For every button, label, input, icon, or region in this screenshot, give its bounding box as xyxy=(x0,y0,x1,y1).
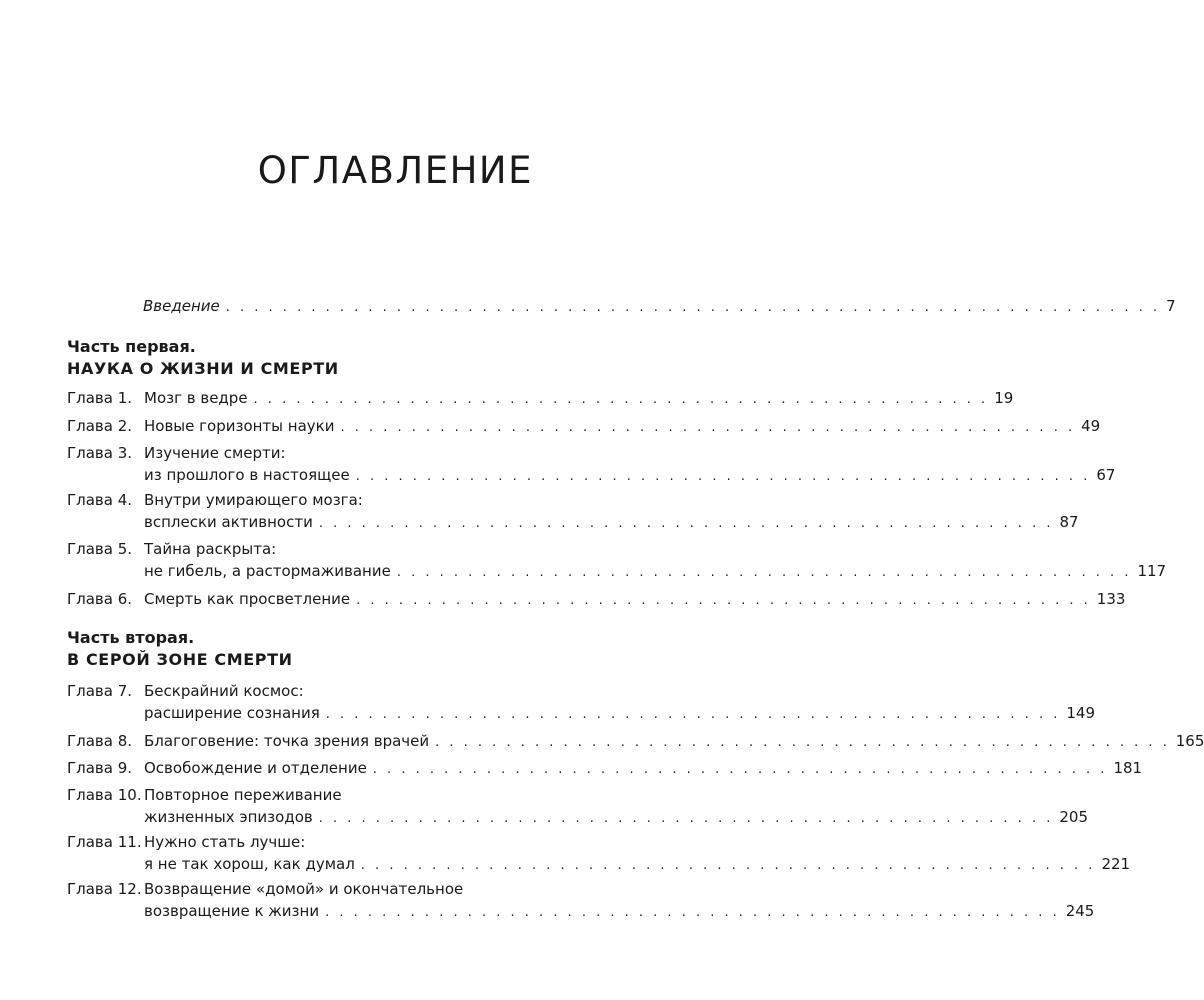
chapter-number: Глава 10. xyxy=(67,786,142,804)
chapter-page-number: 67 xyxy=(1096,466,1116,484)
dot-leader: . . . . . . . . . . . . . . . . . . . . . . . . . . . . . . . . . . . . . . . . . . . . . . . . . . . . xyxy=(325,707,1061,722)
toc-entry-chapter-8[interactable] xyxy=(67,730,1204,754)
dot-leader: . . . . . . . . . . . . . . . . . . . . . . . . . . . . . . . . . . . . . . . . . . . . . . . . . . . . xyxy=(372,762,1108,777)
chapter-number: Глава 6. xyxy=(67,590,133,608)
dot-leader: . . . . . . . . . . . . . . . . . . . . . . . . . . . . . . . . . . . . . . . . . . . . . . . . . . . . xyxy=(356,593,1091,608)
dot-leader: . . . . . . . . . . . . . . . . . . . . . . . . . . . . . . . . . . . . . . . . . . . . . . . . . . . . xyxy=(435,735,1170,750)
chapter-title: Освобождение и отделение xyxy=(144,759,367,777)
chapter-number: Глава 4. xyxy=(67,491,133,509)
dot-leader: . . . . . . . . . . . . . . . . . . . . . . . . . . . . . . . . . . . . . . . . . . . . . . . . . . . . xyxy=(355,469,1091,484)
chapter-number: Глава 8. xyxy=(67,732,133,750)
chapter-title: Смерть как просветление xyxy=(144,590,351,608)
chapter-page-number: 117 xyxy=(1137,562,1167,580)
toc-entry-chapter-7[interactable] xyxy=(67,680,1095,726)
dot-leader: . . . . . . . . . . . . . . . . . . . . . . . . . . . . . . . . . . . . . . . . . . . . . . . . . . . . xyxy=(325,905,1060,920)
intro-label: Введение xyxy=(143,297,220,315)
chapter-page-number: 19 xyxy=(994,389,1014,407)
chapter-page-number: 205 xyxy=(1059,808,1088,826)
chapter-number: Глава 1. xyxy=(67,389,133,407)
chapter-number: Глава 3. xyxy=(67,444,133,462)
part-label: Часть вторая. xyxy=(67,628,195,647)
chapter-title-line: Бескрайний космос: xyxy=(144,682,304,700)
part-label: Часть первая. xyxy=(67,337,196,356)
chapter-number: Глава 11. xyxy=(67,833,142,851)
chapter-title-line: Тайна раскрыта: xyxy=(144,540,277,558)
toc-entry-chapter-4[interactable] xyxy=(67,489,1079,535)
chapter-title: Благоговение: точка зрения врачей xyxy=(144,732,430,750)
chapter-page-number: 133 xyxy=(1096,590,1126,608)
toc-entry-chapter-11[interactable] xyxy=(67,831,1131,877)
toc-entry-chapter-10[interactable] xyxy=(67,784,1088,830)
toc-title: ОГЛАВЛЕНИЕ xyxy=(257,149,533,192)
part-heading-1 xyxy=(67,336,537,380)
intro-page-number: 7 xyxy=(1166,297,1176,315)
toc-entry-chapter-1[interactable] xyxy=(67,387,1014,411)
dot-leader: . . . . . . . . . . . . . . . . . . . . . . . . . . . . . . . . . . . . . . . . . . . . . . . . . . . . xyxy=(318,811,1054,826)
chapter-page-number: 221 xyxy=(1101,855,1131,873)
chapter-title-line: Нужно стать лучше: xyxy=(144,833,306,851)
chapter-title-line: жизненных эпизодов xyxy=(144,808,313,826)
chapter-title: Новые горизонты науки xyxy=(144,417,335,435)
chapter-page-number: 181 xyxy=(1113,759,1143,777)
chapter-number: Глава 9. xyxy=(67,759,133,777)
chapter-title-line: из прошлого в настоящее xyxy=(144,466,350,484)
chapter-title-line: расширение сознания xyxy=(144,704,320,722)
part-title: В СЕРОЙ ЗОНЕ СМЕРТИ xyxy=(67,650,293,669)
toc-entry-chapter-5[interactable] xyxy=(67,538,1167,584)
chapter-title-line: Повторное переживание xyxy=(144,786,342,804)
toc-entry-intro[interactable] xyxy=(143,297,1176,315)
chapter-number: Глава 12. xyxy=(67,880,142,898)
dot-leader: . . . . . . . . . . . . . . . . . . . . . . . . . . . . . . . . . . . . . . . . . . . . . . . . . . . . xyxy=(360,858,1096,873)
chapter-title-line: возвращение к жизни xyxy=(144,902,320,920)
dot-leader: . . . . . . . . . . . . . . . . . . . . . . . . . . . . . . . . . . . . . . . . . . . . . . . . . . . . xyxy=(318,516,1054,531)
chapter-title-line: я не так хорош, как думал xyxy=(144,855,355,873)
chapter-page-number: 149 xyxy=(1066,704,1095,722)
chapter-page-number: 87 xyxy=(1059,513,1079,531)
chapter-title-line: всплески активности xyxy=(144,513,313,531)
chapter-title-line: не гибель, а растормаживание xyxy=(144,562,391,580)
chapter-title-line: Изучение смерти: xyxy=(144,444,286,462)
chapter-number: Глава 5. xyxy=(67,540,133,558)
dot-leader: . . . . . . . . . . . . . . . . . . . . . . . . . . . . . . . . . . . . . . . . . . . . . . . . . . . . xyxy=(253,392,989,407)
toc-entry-chapter-2[interactable] xyxy=(67,415,1101,439)
chapter-page-number: 165 xyxy=(1175,732,1204,750)
toc-entry-chapter-12[interactable] xyxy=(67,878,1095,924)
chapter-page-number: 49 xyxy=(1081,417,1101,435)
chapter-page-number: 245 xyxy=(1065,902,1095,920)
toc-entry-chapter-6[interactable] xyxy=(67,588,1126,612)
chapter-title-line: Возвращение «домой» и окончательное xyxy=(144,880,464,898)
chapter-title: Мозг в ведре xyxy=(144,389,248,407)
dot-leader: . . . . . . . . . . . . . . . . . . . . . . . . . . . . . . . . . . . . . . . . . . . . . . . . . . . . xyxy=(396,565,1132,580)
dot-leader: . . . . . . . . . . . . . . . . . . . . . . . . . . . . . . . . . . . . . . . . . . . . . . . . . . . . xyxy=(340,420,1076,435)
part-title: НАУКА О ЖИЗНИ И СМЕРТИ xyxy=(67,359,339,378)
toc-entry-chapter-3[interactable] xyxy=(67,442,1116,488)
toc-entry-chapter-9[interactable] xyxy=(67,757,1143,781)
chapter-number: Глава 2. xyxy=(67,417,133,435)
dot-leader: . . . . . . . . . . . . . . . . . . . . . . . . . . . . . . . . . . . . . . . . . . . . . . . . . . . . . . . . . . . . . . . . . . xyxy=(225,300,1161,315)
chapter-title-line: Внутри умирающего мозга: xyxy=(144,491,363,509)
chapter-number: Глава 7. xyxy=(67,682,133,700)
part-heading-2 xyxy=(67,627,537,671)
